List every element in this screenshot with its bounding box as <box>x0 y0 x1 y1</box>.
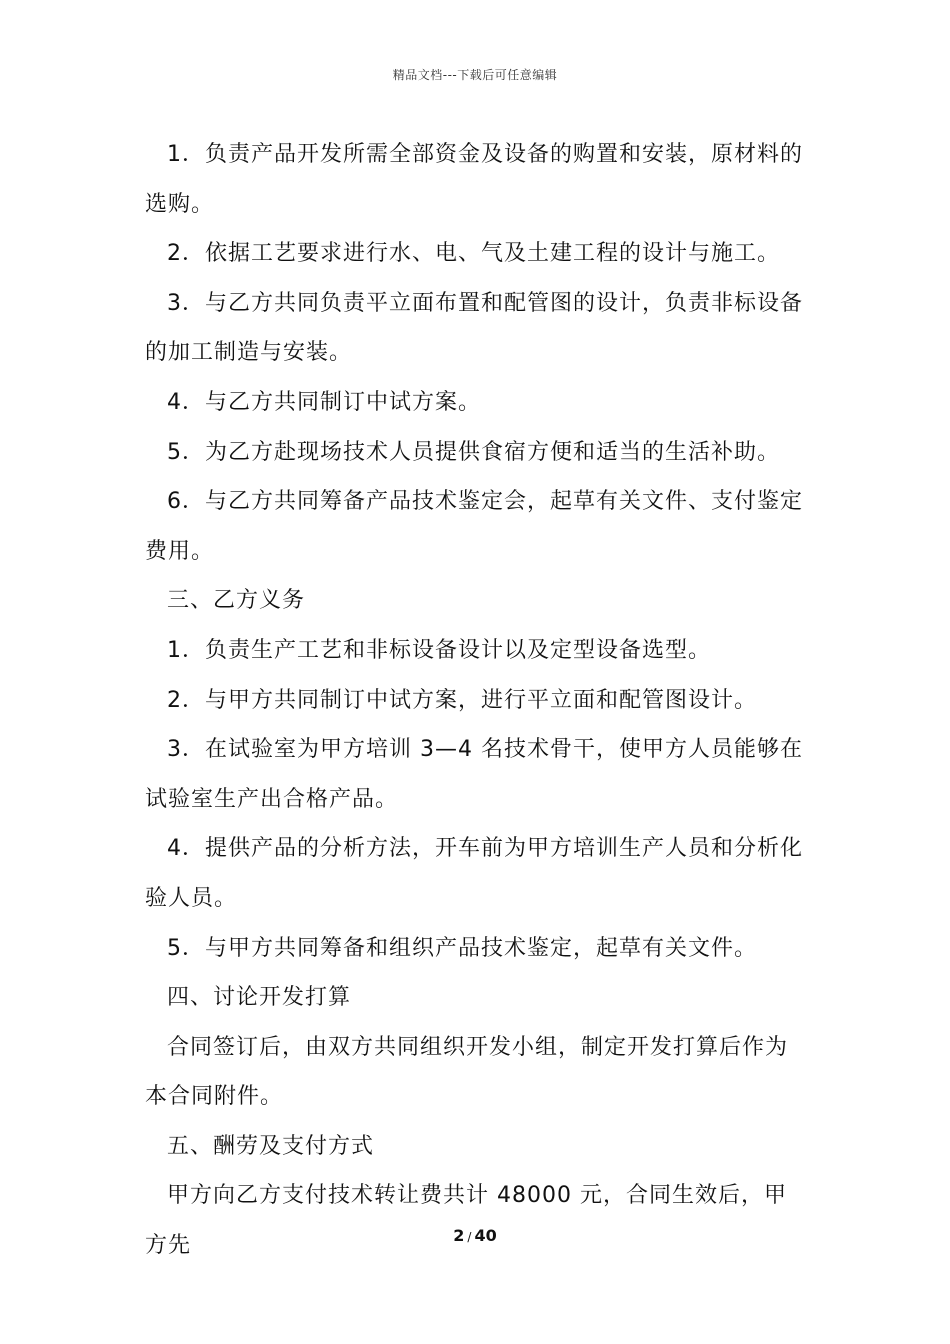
paragraph: 4．与乙方共同制订中试方案。 <box>167 389 481 415</box>
page-number <box>0 1226 950 1245</box>
paragraph: 2．依据工艺要求进行水、电、气及土建工程的设计与施工。 <box>167 241 780 267</box>
page-current: 2 <box>453 1226 465 1245</box>
paragraph: 5．与甲方共同筹备和组织产品技术鉴定，起草有关文件。 <box>167 935 757 961</box>
page-separator: / <box>467 1230 472 1244</box>
paragraph: 1．负责产品开发所需全部资金及设备的购置和安装，原材料的选购。 <box>145 142 803 217</box>
paragraph: 3．在试验室为甲方培训 3—4 名技术骨干，使甲方人员能够在试验室生产出合格产品。 <box>145 737 803 812</box>
paragraph: 1．负责生产工艺和非标设备设计以及定型设备选型。 <box>167 637 711 663</box>
paragraph: 2．与甲方共同制订中试方案，进行平立面和配管图设计。 <box>167 687 757 713</box>
paragraph: 合同签订后，由双方共同组织开发小组，制定开发打算后作为本合同附件。 <box>145 1034 789 1110</box>
section-heading: 三、乙方义务 <box>167 588 306 614</box>
document-body <box>145 130 809 1271</box>
section-heading: 四、讨论开发打算 <box>167 985 352 1011</box>
paragraph: 5．为乙方赴现场技术人员提供食宿方便和适当的生活补助。 <box>167 439 780 465</box>
paragraph: 6．与乙方共同筹备产品技术鉴定会，起草有关文件、支付鉴定费用。 <box>145 489 803 564</box>
section-heading: 五、酬劳及支付方式 <box>167 1133 375 1159</box>
paragraph: 4．提供产品的分析方法，开车前为甲方培训生产人员和分析化验人员。 <box>145 836 803 911</box>
paragraph: 甲方向乙方支付技术转让费共计 48000 元，合同生效后，甲方先 <box>145 1183 787 1259</box>
page-header: 精品文档---下载后可任意编辑 <box>392 68 558 82</box>
paragraph: 3．与乙方共同负责平立面布置和配管图的设计，负责非标设备的加工制造与安装。 <box>145 290 803 366</box>
page-total: 40 <box>474 1226 497 1245</box>
